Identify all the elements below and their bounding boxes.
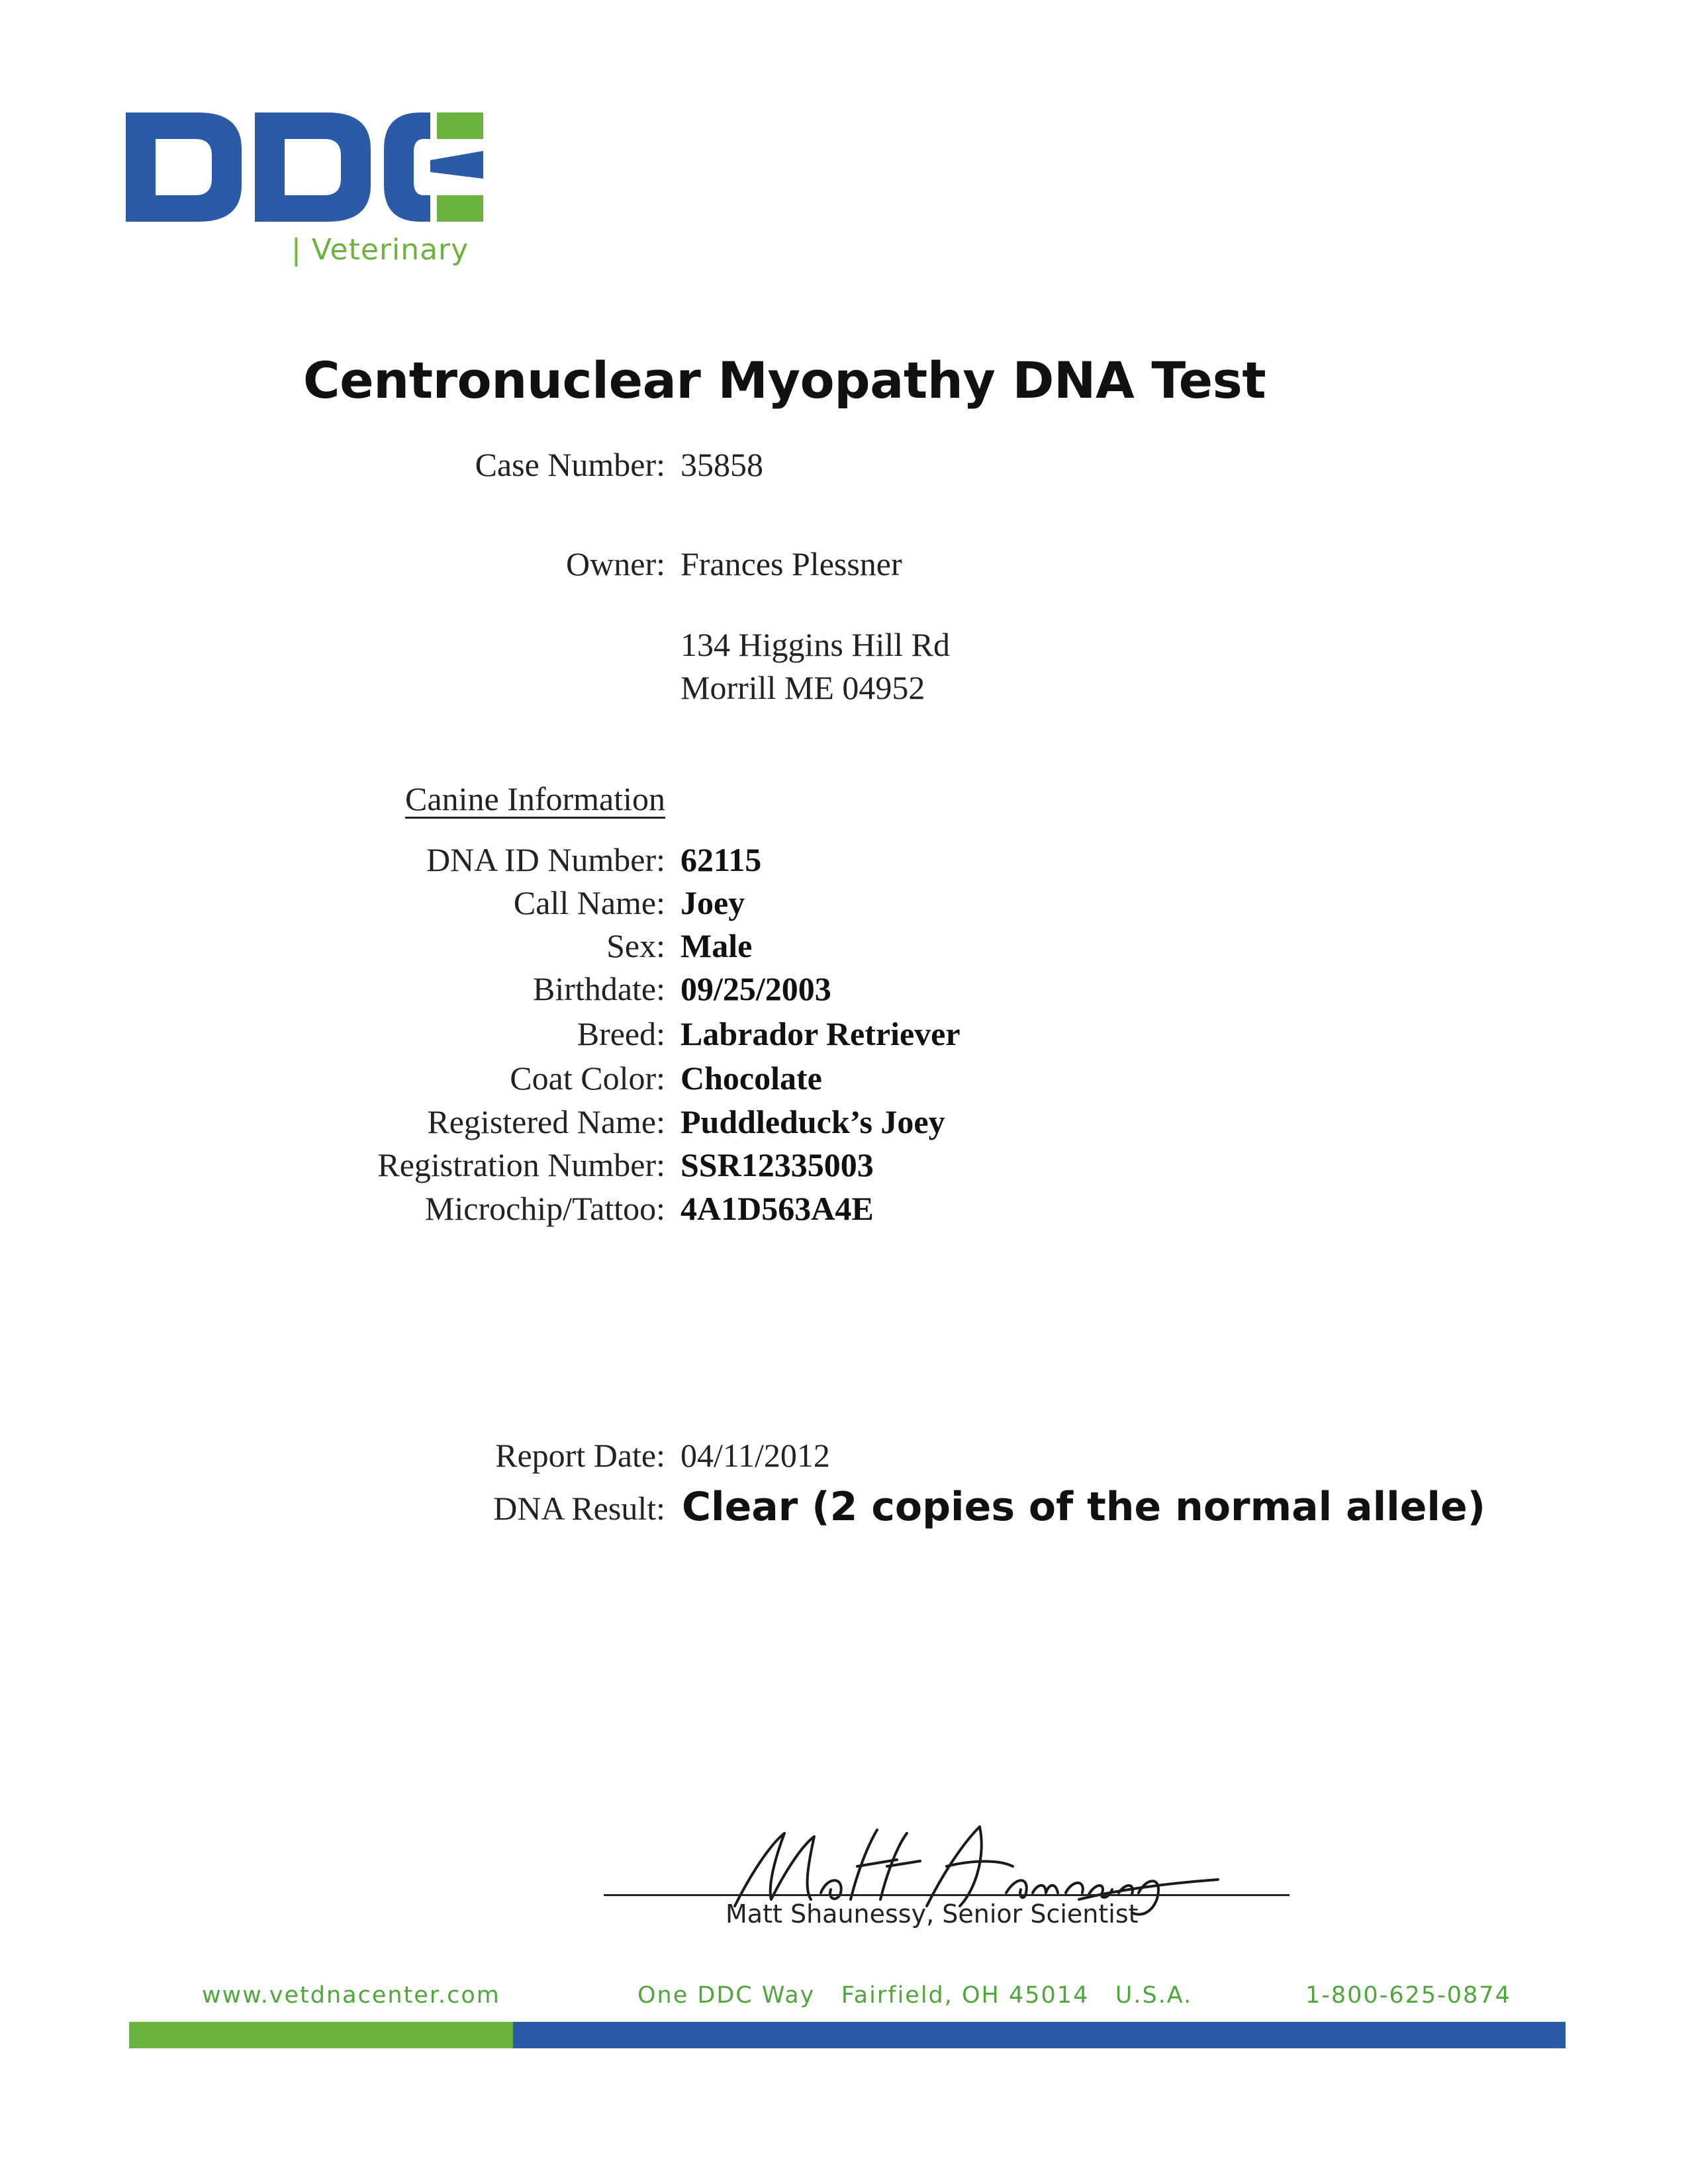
field-label: Registered Name:: [427, 1103, 665, 1140]
field-label: Birthdate:: [533, 970, 665, 1007]
signature-caption: Matt Shaunessy, Senior Scientist: [726, 1899, 1139, 1929]
dna-result-value: Clear (2 copies of the normal allele): [682, 1484, 1486, 1530]
footer-website[interactable]: www.vetdnacenter.com: [202, 1982, 500, 2009]
signature-line: [604, 1894, 1289, 1896]
title-text: Centronuclear Myopathy DNA Test: [303, 351, 1266, 410]
document-title: [0, 351, 1688, 410]
field-label: Call Name:: [513, 884, 665, 921]
footer-phone: 1-800-625-0874: [1305, 1982, 1511, 2009]
logo-subtitle: | Veterinary: [291, 233, 469, 267]
field-value: 62115: [680, 841, 762, 878]
field-value: Puddleduck’s Joey: [680, 1103, 945, 1140]
canine-info-heading: Canine Information: [405, 780, 665, 817]
field-label: DNA ID Number:: [426, 841, 665, 878]
field-value: 09/25/2003: [680, 970, 831, 1007]
owner-label: Owner:: [566, 545, 665, 582]
report-date-value: 04/11/2012: [680, 1437, 830, 1474]
field-value: Labrador Retriever: [680, 1015, 961, 1052]
owner-address-line1: 134 Higgins Hill Rd: [680, 626, 950, 663]
case-number-value: 35858: [680, 446, 763, 483]
field-value: Male: [680, 927, 753, 964]
footer-bar-green: [129, 2022, 513, 2048]
field-value: 4A1D563A4E: [680, 1190, 874, 1227]
ddc-logo: [126, 113, 483, 245]
field-value: SSR12335003: [680, 1146, 874, 1183]
field-value: Chocolate: [680, 1060, 822, 1097]
owner-name: Frances Plessner: [680, 545, 902, 582]
report-date-label: Report Date:: [495, 1437, 665, 1474]
field-label: Coat Color:: [510, 1060, 665, 1097]
footer-address: One DDC Way Fairfield, OH 45014 U.S.A.: [637, 1982, 1193, 2009]
owner-address-line2: Morrill ME 04952: [680, 669, 925, 706]
dna-result-label: DNA Result:: [493, 1490, 665, 1527]
field-value: Joey: [680, 884, 745, 921]
field-label: Registration Number:: [377, 1146, 665, 1183]
footer-bar-blue: [513, 2022, 1566, 2048]
case-number-label: Case Number:: [475, 446, 665, 483]
field-label: Microchip/Tattoo:: [424, 1190, 665, 1227]
field-label: Breed:: [577, 1015, 665, 1052]
field-label: Sex:: [606, 927, 665, 964]
